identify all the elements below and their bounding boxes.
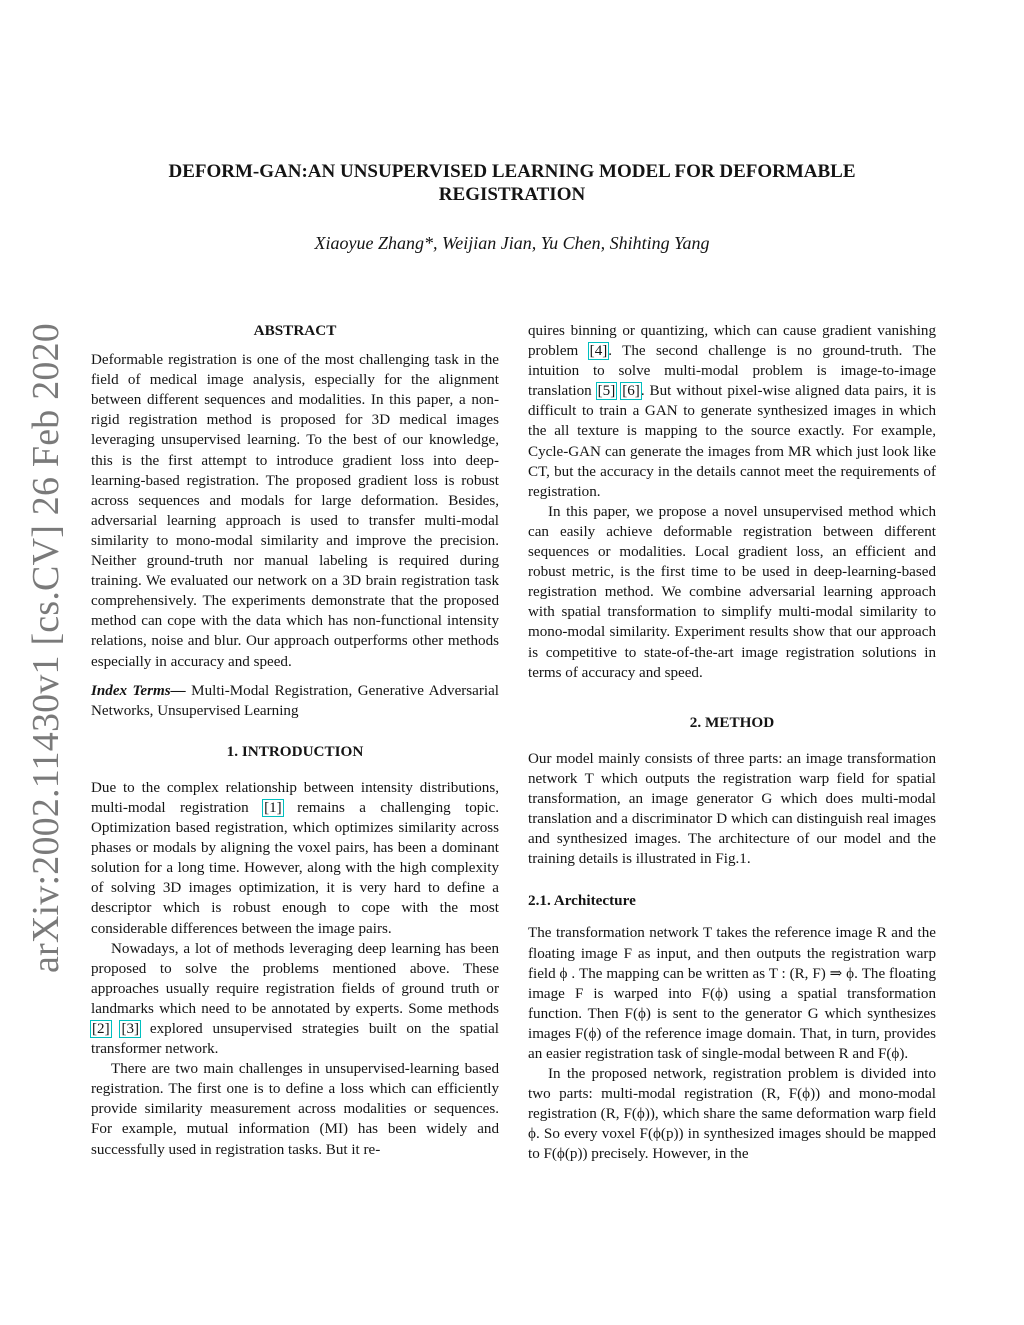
intro-paragraph-3: There are two main challenges in unsupervised-learning based registration. The first one is to define a loss which can efficiently provide similarity measurement across modalities or sequences. For example, mutual information (MI) has been widely and successfully used in registration tasks. But it re- (91, 1061, 499, 1158)
left-column (91, 321, 499, 1160)
citation-6[interactable]: [6] (622, 383, 640, 400)
index-terms-text: Multi-Modal Registration, Generative Adversarial Networks, Unsupervised Learning (91, 682, 499, 719)
index-terms (91, 681, 499, 721)
intro-p2-text-b: explored unsupervised strategies built on the spatial transformer network. (91, 1021, 499, 1058)
intro-paragraph-1 (91, 778, 499, 939)
intro-p1-text-b: remains a challenging topic. Optimization based registration, which optimizes similarity across phases or modals by aligning the voxel pairs, has been a dominant solution for a long time. However, along with the high complexity of solving 3D images optimization, it is very hard to define a descriptor which is robust enough to cope with the most considerable differences between the image pairs. (91, 799, 499, 937)
abstract-text: Deformable registration is one of the most challenging task in the field of medical image analysis, especially for the alignment between different sequences and modalities. In this paper, a non-rigid registration method is proposed for 3D medical images leveraging unsupervised learning. To the best of our knowledge, this is the first attempt to introduce gradient loss into deep-learning-based registration. The proposed gradient loss is robust across sequences and modals for large deformation. Besides, adversarial learning approach is used to transfer multi-modal similarity to mono-modal similarity and improve the precision. Neither ground-truth nor manual labeling is required during training. We evaluated our network on a 3D brain registration task comprehensively. The experiments demonstrate that the proposed method can cope with the data which has non-functional intensity relations, noise and blur. Our approach outperforms other methods especially in accuracy and speed. (91, 352, 499, 670)
method-heading: 2. METHOD (689, 713, 775, 731)
arxiv-stamp-text: arXiv:2002.11430v1 [cs.CV] 26 Feb 2020 (25, 322, 67, 973)
abstract-heading: ABSTRACT (253, 322, 337, 339)
arxiv-stamp (22, 322, 70, 973)
citation-1[interactable]: [1] (264, 799, 282, 816)
citation-2[interactable]: [2] (92, 1021, 110, 1037)
intro-heading: 1. INTRODUCTION (226, 742, 364, 760)
intro-paragraph-3-continued (528, 321, 936, 502)
citation-5[interactable]: [5] (597, 383, 616, 400)
right-column (528, 321, 936, 1165)
intro-p1-text-a: Due to the complex relationship between intensity distributions, multi-modal registration (91, 779, 499, 816)
architecture-paragraph-1: The transformation network T takes the reference image R and the floating image F as input, and then outputs the registration warp field ϕ . The mapping can be written as T : (R, F) ⇒ ϕ. The floating image F is warped into F(ϕ) using a spatial transformation function. Then F(ϕ) is sent to the generator G which synthesizes images F(ϕ) of the reference image domain. That, in turn, provides an easier registration task of single-modal between R and F(ϕ). (528, 925, 936, 1062)
intro-paragraph-4: In this paper, we propose a novel unsupervised method which can easily achieve deformable registration between different sequences or modalities. Local gradient loss, an efficient and robust metric, is the first time to be used in deep-learning-based registration method. We combine adversarial learning approach with spatial transformation to simplify multi-modal similarity to mono-modal similarity. Experiment results show that our approach is competitive to state-of-the-art image registration solutions in terms of accuracy and speed. (528, 503, 936, 681)
citation-4[interactable]: [4] (589, 343, 608, 360)
intro-paragraph-2 (91, 939, 499, 1060)
paper-title (120, 160, 904, 206)
intro-p4-text-b: . The second challenge is no ground-truth. The intuition to solve multi-modal problem is image-to-image translation (528, 343, 936, 400)
title-line-2: REGISTRATION (438, 184, 586, 205)
index-terms-label: Index Terms— (91, 682, 186, 699)
architecture-heading: 2.1. Architecture (528, 892, 636, 910)
intro-p2-text-a: Nowadays, a lot of methods leveraging deep learning has been proposed to solve the problems mentioned above. These approaches usually require registration fields of ground truth or landmarks which need to be annotated by experts. Some methods (91, 940, 499, 1017)
title-line-1: DEFORM-GAN:AN UNSUPERVISED LEARNING MODEL FOR DEFORMABLE (168, 161, 856, 182)
architecture-paragraph-2: In the proposed network, registration problem is divided into two parts: multi-modal registration (R, F(ϕ)) and mono-modal registration (R, F(ϕ)), which share the same deformation warp field ϕ. So every voxel F(ϕ(p)) in synthesized images should be mapped to F(ϕ(p)) precisely. However, in the (528, 1066, 936, 1163)
intro-p4-text-a: quires binning or quantizing, which can cause gradient vanishing problem (528, 323, 936, 360)
method-paragraph: Our model mainly consists of three parts: an image transformation network T which outputs the registration warp field for spatial transformation, an image generator G which does multi-modal translation and a discriminator D which can distinguish real images and synthesized images. The architecture of our model and the training details is illustrated in Fig.1. (528, 750, 936, 868)
authors: Xiaoyue Zhang*, Weijian Jian, Yu Chen, Shihting Yang (314, 233, 710, 253)
intro-p4-text-c: . But without pixel-wise aligned data pairs, it is difficult to train a GAN to generate synthesized images in which the all texture is mapping to the source exactly. For example, Cycle-GAN can generate the images from MR which just look like CT, but the accuracy in the details cannot meet the requirements of registration. (528, 383, 936, 500)
citation-3[interactable]: [3] (121, 1021, 140, 1037)
